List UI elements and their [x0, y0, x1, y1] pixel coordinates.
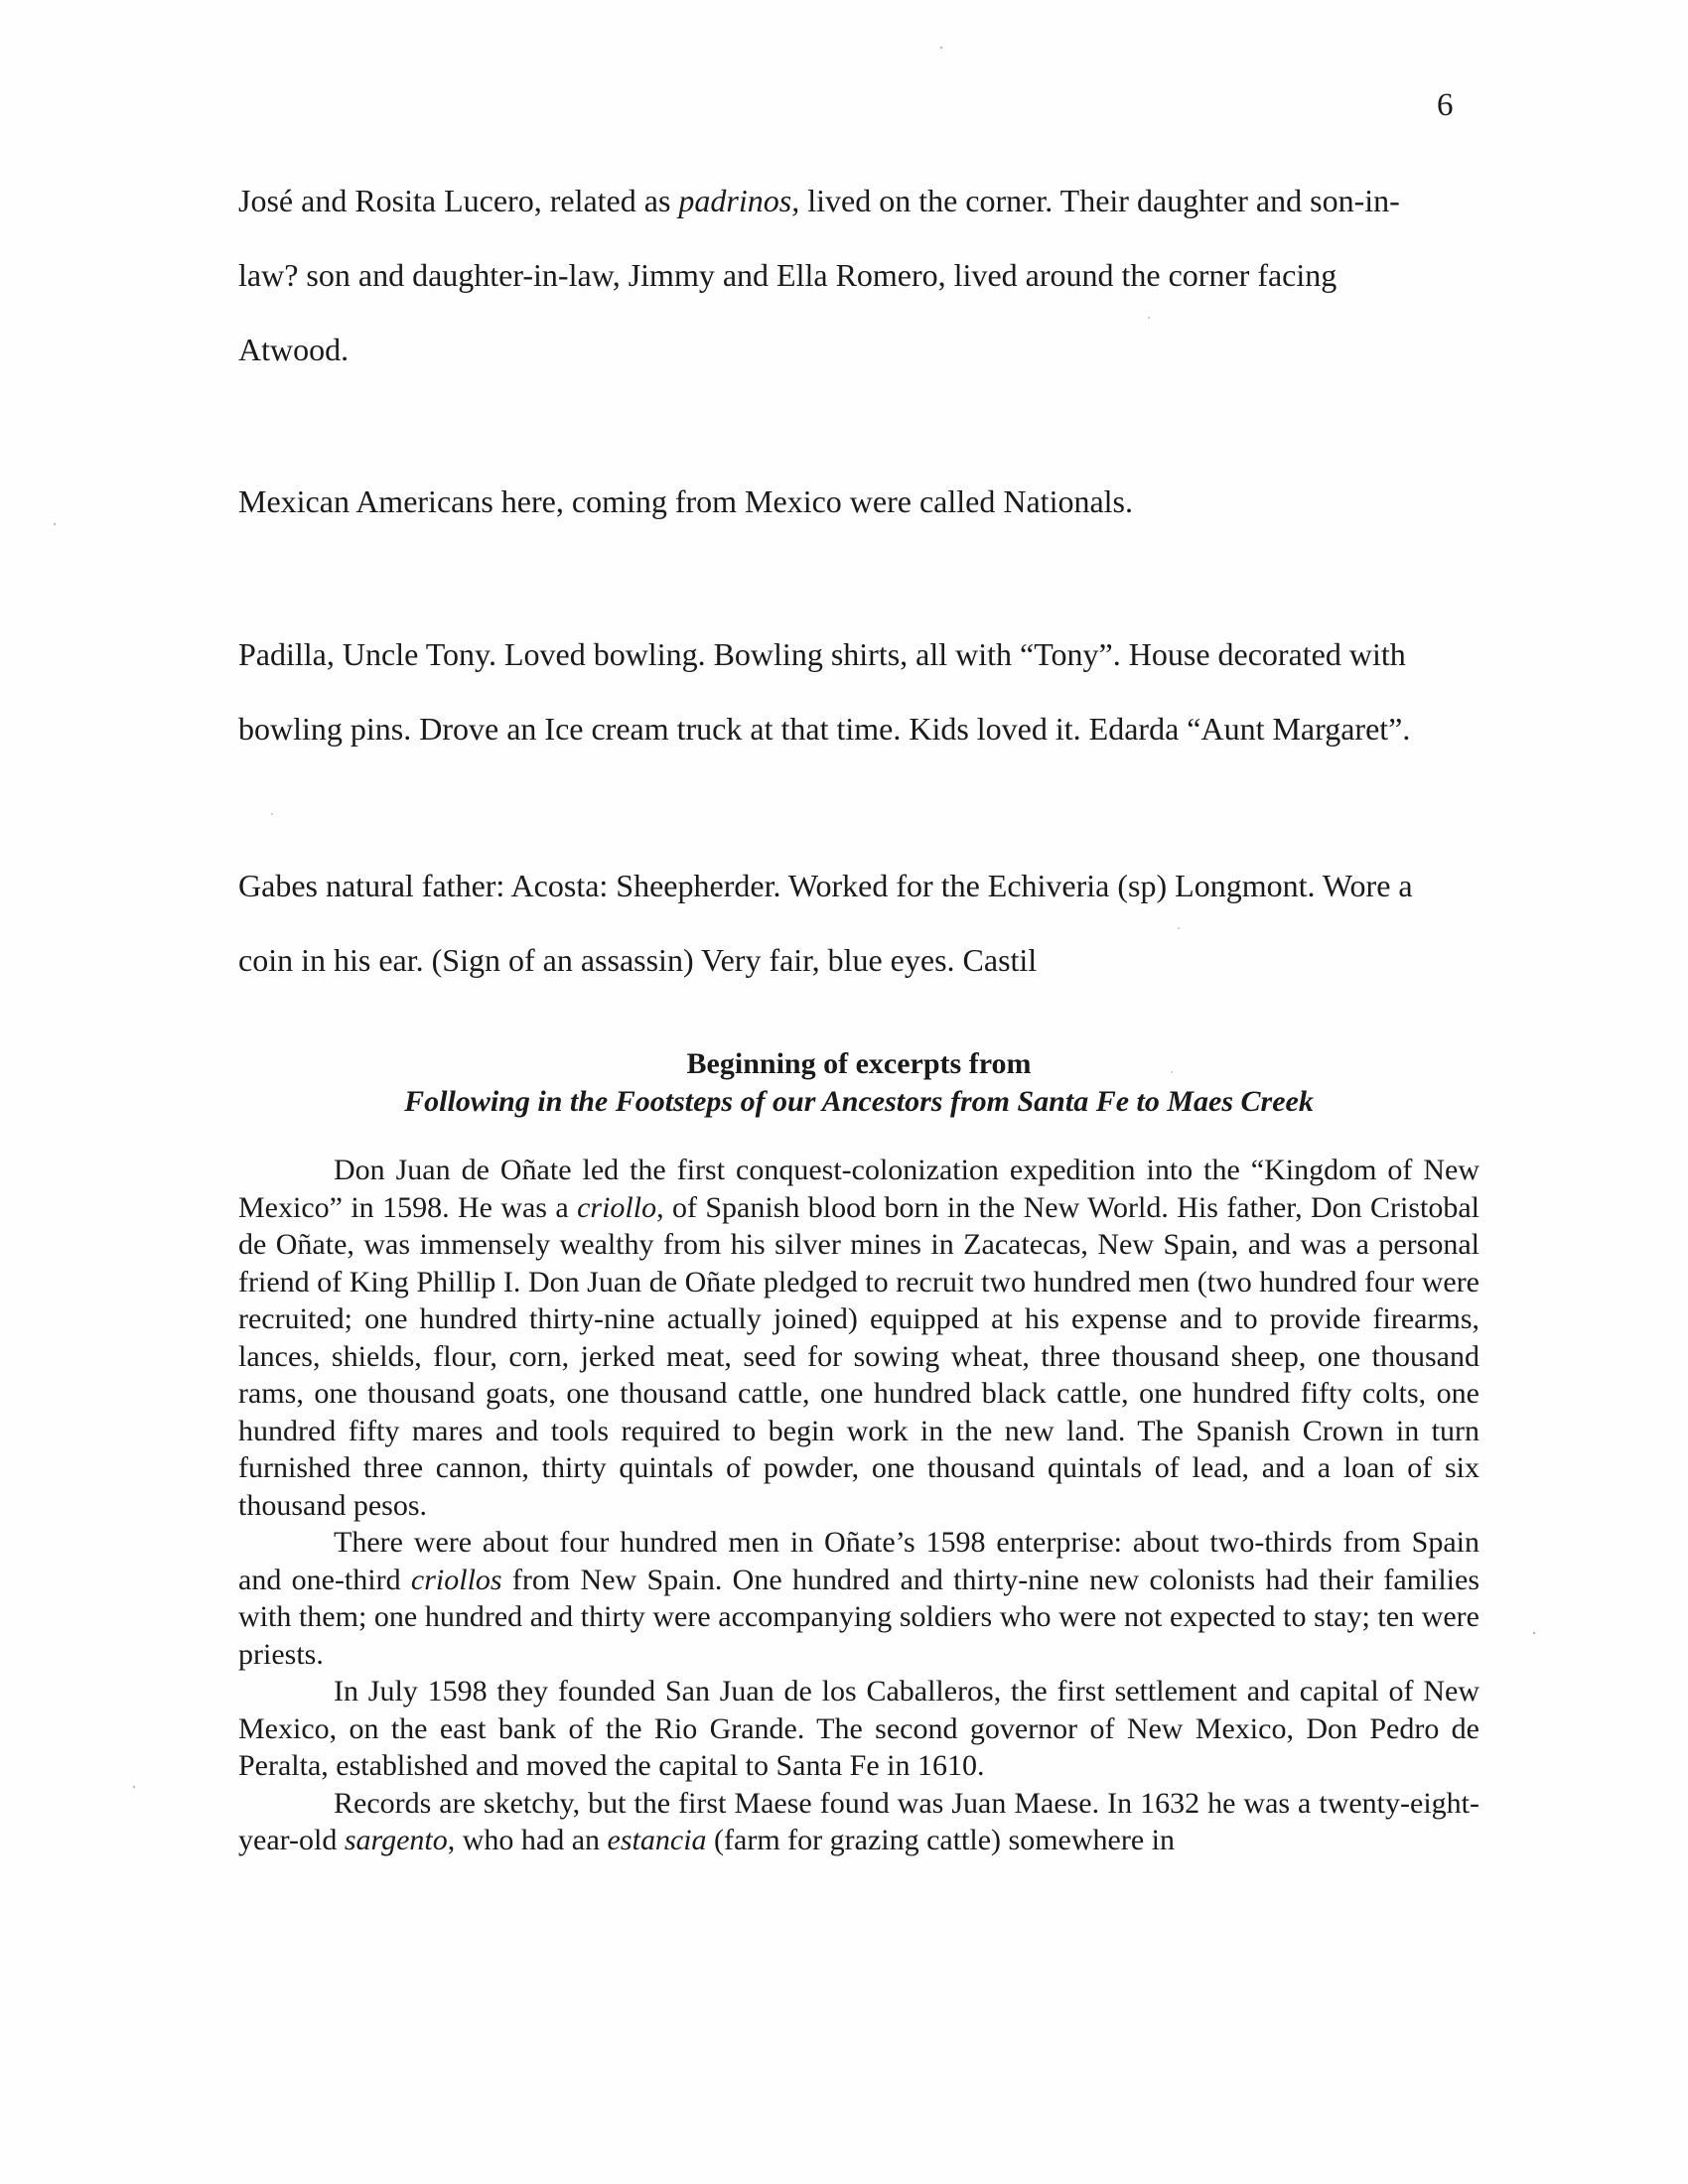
- italic-term: estancia: [607, 1824, 707, 1856]
- note-line: José and Rosita Lucero, related as padrinos, lived on the corner. Their daughter and son-in-: [238, 183, 1400, 218]
- note-line: Gabes natural father: Acosta: Sheepherder. Worked for the Echiveria (sp) Longmont. Wore a: [238, 868, 1413, 903]
- excerpt-paragraph: Don Juan de Oñate led the first conquest-colonization expedition into the “Kingdom of New Mexico” in 1598. He was a criollo, of Spanish blood born in the New World. His father, Don Cristobal de Oñate, was immensely wealthy from his silver mines in Zacatecas, New Spain, and was a personal friend of King Phillip I. Don Juan de Oñate pledged to recruit two hundred men (two hundred four were recruited; one hundred thirty-nine actually joined) equipped at his expense and to provide firearms, lances, shields, flour, corn, jerked meat, seed for sowing wheat, three thousand sheep, one thousand rams, one thousand goats, one thousand cattle, one hundred black cattle, one hundred fifty colts, one hundred fifty mares and tools required to begin work in the new land. The Spanish Crown in turn furnished three cannon, thirty quintals of powder, one thousand quintals of lead, and a loan of six thousand pesos.: [238, 1154, 1480, 1522]
- note-line: coin in his ear. (Sign of an assassin) Very fair, blue eyes. Castil: [238, 942, 1038, 978]
- book-title: Following in the Footsteps of our Ancestors from Santa Fe to Maes Creek: [404, 1085, 1314, 1118]
- note-line: bowling pins. Drove an Ice cream truck at that time. Kids loved it. Edarda “Aunt Margaret”.: [238, 711, 1411, 747]
- excerpt-paragraph: There were about four hundred men in Oñate’s 1598 enterprise: about two-thirds from Spain and one-third criollos from New Spain. One hundred and thirty-nine new colonists had their families with them; one hundred and thirty were accompanying soldiers who were not expected to stay; ten were priests.: [238, 1526, 1479, 1671]
- excerpt-paragraph: Records are sketchy, but the first Maese found was Juan Maese. In 1632 he was a twenty-eight-year-old sargento, who had an estancia (farm for grazing cattle) somewhere in: [238, 1786, 1479, 1856]
- excerpt-heading: [238, 1045, 1479, 1121]
- note-nationals: [238, 465, 1479, 539]
- note-uncle-tony: [238, 617, 1479, 766]
- note-line: Padilla, Uncle Tony. Loved bowling. Bowling shirts, all with “Tony”. House decorated with: [238, 636, 1406, 672]
- italic-term: padrinos,: [678, 183, 800, 218]
- note-line: Atwood.: [238, 332, 350, 367]
- italic-term: criollo: [577, 1190, 657, 1224]
- note-padrinos: [238, 164, 1479, 387]
- excerpt-paragraph: In July 1598 they founded San Juan de los Caballeros, the first settlement and capital of New Mexico, on the east bank of the Rio Grande. The second governor of New Mexico, Don Pedro de Peralta, established and moved the capital to Santa Fe in 1610.: [238, 1675, 1479, 1782]
- page-number: 6: [1437, 87, 1454, 123]
- excerpt-body: [238, 1152, 1479, 1859]
- note-line: Mexican Americans here, coming from Mexico were called Nationals.: [238, 483, 1133, 519]
- italic-term: criollos: [410, 1563, 502, 1596]
- italic-term: sargento: [344, 1824, 448, 1856]
- excerpt-title: Beginning of excerpts from: [686, 1047, 1032, 1080]
- note-gabes-father: [238, 849, 1479, 998]
- note-line: law? son and daughter-in-law, Jimmy and Ella Romero, lived around the corner facing: [238, 257, 1337, 293]
